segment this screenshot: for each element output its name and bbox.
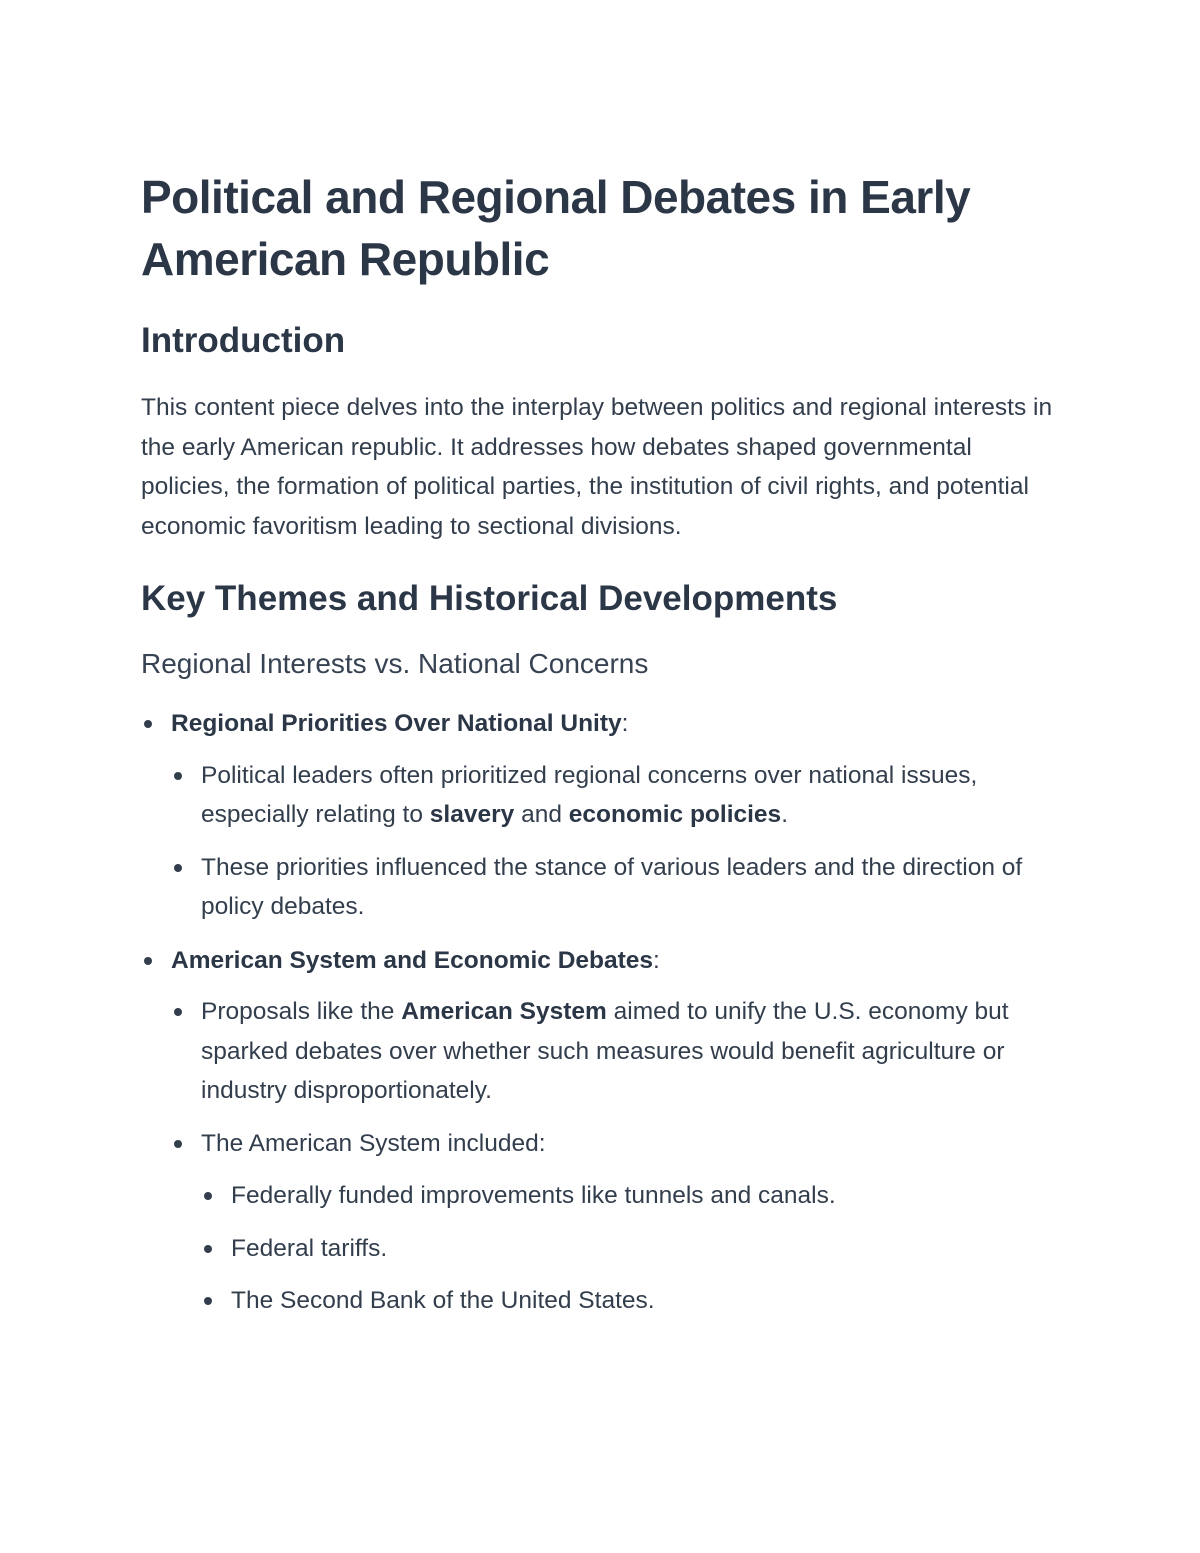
list-item-text: and — [514, 801, 569, 828]
list-item-text: aimed to unify the U.S. economy but sparked debates over whether such measures would benefit agriculture or industry disproportionately. — [201, 998, 1009, 1104]
list-item — [231, 1176, 1061, 1216]
list-item-text: These priorities influenced the stance of various leaders and the direction of policy debates. — [201, 853, 1023, 920]
list-item-american-system — [171, 941, 1061, 1321]
list-item — [201, 756, 1061, 835]
bold-term-economic-policies: economic policies — [568, 801, 782, 828]
list-item-regional-priorities — [171, 704, 1061, 927]
bullet-icon — [174, 772, 182, 780]
list-item-text: Federally funded improvements like tunnels and canals. — [231, 1182, 836, 1209]
document-page — [141, 166, 1061, 1321]
introduction-heading: Introduction — [141, 321, 346, 360]
list-item-text: Federal tariffs. — [231, 1234, 388, 1262]
bullet-icon — [144, 720, 152, 728]
list-item-label: Regional Priorities Over National Unity — [171, 710, 622, 737]
list-item — [231, 1229, 1061, 1269]
bullet-icon — [174, 1008, 182, 1016]
document-title: Political and Regional Debates in Early American Republic — [141, 171, 971, 285]
list-item — [201, 1124, 1061, 1321]
list-item — [201, 992, 1061, 1111]
regional-interests-subheading: Regional Interests vs. National Concerns — [141, 648, 649, 679]
list-item-label: American System and Economic Debates — [171, 946, 654, 974]
bold-term-slavery: slavery — [429, 801, 515, 828]
list-item-text: Political leaders often prioritized regional concerns over national issues, especially relating to — [201, 761, 978, 828]
list-item — [231, 1281, 1061, 1321]
bold-term-american-system: American System — [401, 998, 607, 1025]
sub-list — [171, 756, 1061, 927]
sub-sub-list — [201, 1176, 1061, 1321]
bullet-icon — [204, 1245, 212, 1253]
list-item-text: The Second Bank of the United States. — [231, 1287, 655, 1314]
sub-list — [171, 992, 1061, 1321]
list-item — [201, 848, 1061, 927]
bullet-icon — [174, 1140, 182, 1148]
bullet-icon — [144, 957, 152, 965]
list-item-suffix: : — [653, 946, 660, 974]
list-item-text: Proposals like the — [201, 998, 402, 1025]
list-item-text: The American System included: — [201, 1129, 546, 1157]
list-item-text: . — [781, 801, 788, 828]
key-themes-heading: Key Themes and Historical Developments — [141, 579, 838, 618]
list-item-suffix: : — [621, 710, 629, 737]
bullet-icon — [204, 1297, 212, 1305]
bullet-icon — [204, 1192, 212, 1200]
introduction-paragraph: This content piece delves into the interplay between politics and regional interests in the early American republic. It addresses how debates shaped governmental policies, the formation of political parties, the institution of civil rights, and potential economic favoritism leading to sectional divisions. — [141, 394, 1053, 540]
themes-list — [141, 704, 1061, 1321]
bullet-icon — [174, 864, 182, 872]
